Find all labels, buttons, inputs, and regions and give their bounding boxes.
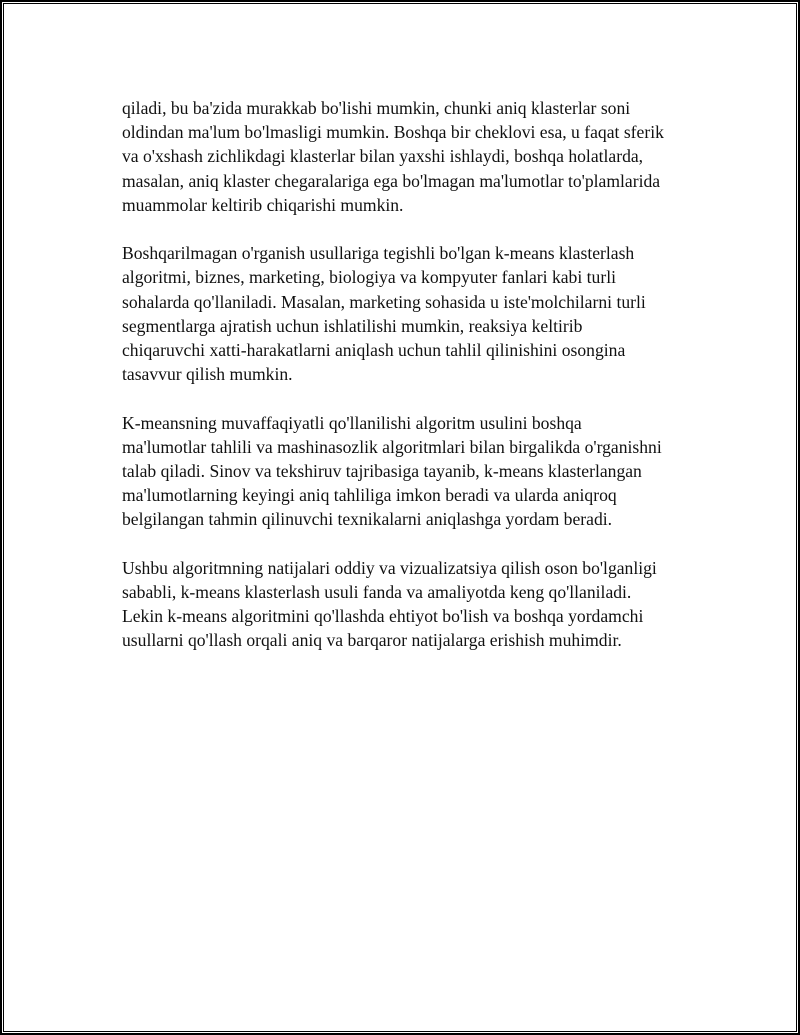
text-line: Boshqarilmagan o'rganish usullariga tegishli bo'lgan k-means klasterlash bbox=[122, 243, 635, 264]
text-line: va o'xshash zichlikdagi klasterlar bilan yaxshi ishlaydi, boshqa holatlarda, bbox=[122, 146, 644, 167]
text-line: sababli, k-means klasterlash usuli fanda va amaliyotda keng qo'llaniladi. bbox=[122, 582, 632, 603]
text-line: segmentlarga ajratish uchun ishlatilishi mumkin, reaksiya keltirib bbox=[122, 315, 583, 336]
text-line: algoritmi, biznes, marketing, biologiya va kompyuter fanlari kabi turli bbox=[122, 267, 616, 288]
paragraph-3 bbox=[122, 411, 702, 532]
text-line: talab qiladi. Sinov va tekshiruv tajribasiga tayanib, k-means klasterlangan bbox=[122, 461, 642, 482]
text-line: usullarni qo'llash orqali aniq va barqaror natijalarga erishish muhimdir. bbox=[122, 630, 622, 651]
text-line: tasavvur qilish mumkin. bbox=[122, 364, 293, 385]
text-line: sohalarda qo'llaniladi. Masalan, marketing sohasida u iste'molchilarni turli bbox=[122, 291, 646, 312]
text-line: ma'lumotlarning keyingi aniq tahliliga imkon beradi va ularda aniqroq bbox=[122, 485, 617, 506]
text-line: masalan, aniq klaster chegaralariga ega bo'lmagan ma'lumotlar to'plamlarida bbox=[122, 170, 661, 191]
text-line: qiladi, bu ba'zida murakkab bo'lishi mumkin, chunki aniq klasterlar soni bbox=[122, 98, 631, 118]
paragraph-4 bbox=[122, 556, 702, 653]
text-line: K-meansning muvaffaqiyatli qo'llanilishi algoritm usulini boshqa bbox=[122, 412, 582, 433]
text-line: Ushbu algoritmning natijalari oddiy va vizualizatsiya qilish oson bo'lganligi bbox=[122, 557, 657, 578]
text-line: muammolar keltirib chiqarishi mumkin. bbox=[122, 194, 404, 215]
text-line: ma'lumotlar tahlili va mashinasozlik algoritmlari bilan birgalikda o'rganishni bbox=[122, 436, 662, 457]
document-body bbox=[122, 96, 702, 677]
text-line: oldindan ma'lum bo'lmasligi mumkin. Boshqa bir cheklovi esa, u faqat sferik bbox=[122, 122, 664, 143]
text-line: chiqaruvchi xatti-harakatlarni aniqlash uchun tahlil qilinishini osongina bbox=[122, 340, 626, 361]
text-line: Lekin k-means algoritmini qo'llashda ehtiyot bo'lish va boshqa yordamchi bbox=[122, 606, 644, 627]
paragraph-1 bbox=[122, 96, 702, 217]
text-line: belgilangan tahmin qilinuvchi texnikalarni aniqlashga yordam beradi. bbox=[122, 509, 613, 530]
paragraph-2 bbox=[122, 241, 702, 386]
document-page bbox=[3, 3, 797, 1032]
